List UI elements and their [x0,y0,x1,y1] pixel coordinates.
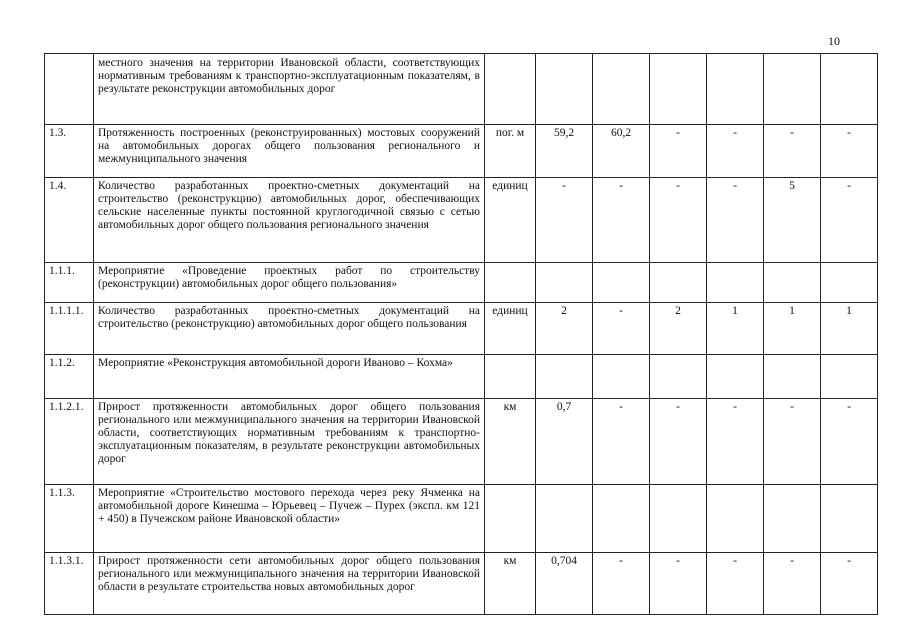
value-cell [707,485,764,553]
value-cell [593,54,650,125]
value-cell [707,355,764,399]
unit-cell: км [485,399,536,485]
unit-cell: км [485,553,536,615]
table-row [45,125,878,178]
value-cell [821,355,878,399]
table-row [45,399,878,485]
table-row [45,355,878,399]
unit-cell [485,263,536,303]
indicators-table [44,53,878,615]
value-cell: - [707,553,764,615]
unit-cell [485,485,536,553]
value-cell: 1 [821,303,878,355]
table-row [45,263,878,303]
value-cell: - [650,553,707,615]
table-row [45,485,878,553]
row-number: 1.1.3.1. [45,553,94,615]
row-number: 1.3. [45,125,94,178]
value-cell: - [821,553,878,615]
value-cell: - [650,125,707,178]
value-cell: - [650,399,707,485]
unit-cell: единиц [485,303,536,355]
value-cell: - [764,553,821,615]
indicator-description: местного значения на территории Ивановской области, соответствующих нормативным требованиям к транспортно-эксплуатационным показателям, в результате реконструкции автомобильных дорог [94,54,485,125]
value-cell [707,54,764,125]
value-cell [593,355,650,399]
value-cell: - [593,303,650,355]
value-cell [593,263,650,303]
value-cell [593,485,650,553]
value-cell: 60,2 [593,125,650,178]
table-row [45,553,878,615]
value-cell [821,263,878,303]
value-cell: - [764,399,821,485]
indicator-description: Прирост протяженности сети автомобильных дорог общего пользования регионального или межмуниципального значения на территории Ивановской области в результате строительства новых автомобильных дорог [94,553,485,615]
table-row [45,178,878,263]
row-number [45,54,94,125]
value-cell [650,54,707,125]
indicator-description: Количество разработанных проектно-сметных документаций на строительство (реконструкцию) автомобильных дорог, обеспечивающих сельские населенные пункты постоянной круглогодичной связью с сетью автомобильных дорог общего пользования регионального значения [94,178,485,263]
row-number: 1.1.2.1. [45,399,94,485]
indicator-description: Мероприятие «Проведение проектных работ по строительству (реконструкции) автомобильных дорог общего пользования» [94,263,485,303]
value-cell: - [650,178,707,263]
value-cell: 1 [764,303,821,355]
row-number: 1.1.3. [45,485,94,553]
value-cell: 1 [707,303,764,355]
value-cell: - [707,125,764,178]
value-cell [650,263,707,303]
value-cell [536,485,593,553]
value-cell: 2 [536,303,593,355]
row-number: 1.4. [45,178,94,263]
indicator-description: Количество разработанных проектно-сметных документаций на строительство (реконструкцию) автомобильных дорог общего пользования [94,303,485,355]
value-cell [764,485,821,553]
indicator-description: Протяженность построенных (реконструированных) мостовых сооружений на автомобильных дорогах общего пользования регионального и межмуниципального значения [94,125,485,178]
value-cell: - [764,125,821,178]
table-row [45,54,878,125]
value-cell: 59,2 [536,125,593,178]
value-cell [536,263,593,303]
value-cell [821,54,878,125]
unit-cell [485,54,536,125]
value-cell [707,263,764,303]
value-cell: - [821,125,878,178]
indicator-description: Прирост протяженности автомобильных дорог общего пользования регионального или межмуниципального значения на территории Ивановской области, соответствующих нормативным требованиям к транспортно-эксплуатационным показателям, в результате реконструкции автомобильных дорог [94,399,485,485]
value-cell: 5 [764,178,821,263]
value-cell [764,54,821,125]
unit-cell: пог. м [485,125,536,178]
value-cell: - [593,178,650,263]
value-cell [536,355,593,399]
value-cell [536,54,593,125]
value-cell: 2 [650,303,707,355]
unit-cell: единиц [485,178,536,263]
row-number: 1.1.2. [45,355,94,399]
value-cell [764,355,821,399]
value-cell: - [536,178,593,263]
value-cell [821,485,878,553]
value-cell: - [821,399,878,485]
row-number: 1.1.1. [45,263,94,303]
value-cell: - [707,178,764,263]
value-cell: - [821,178,878,263]
table-row [45,303,878,355]
value-cell [764,263,821,303]
indicator-description: Мероприятие «Реконструкция автомобильной дороги Иваново – Кохма» [94,355,485,399]
value-cell: - [593,399,650,485]
unit-cell [485,355,536,399]
value-cell [650,355,707,399]
value-cell [650,485,707,553]
indicator-description: Мероприятие «Строительство мостового перехода через реку Ячменка на автомобильной дороге Кинешма – Юрьевец – Пучеж – Пурех (экспл. км 121 + 450) в Пучежском районе Ивановской области» [94,485,485,553]
row-number: 1.1.1.1. [45,303,94,355]
page-number: 10 [828,34,840,48]
value-cell: 0,7 [536,399,593,485]
value-cell: 0,704 [536,553,593,615]
value-cell: - [707,399,764,485]
value-cell: - [593,553,650,615]
